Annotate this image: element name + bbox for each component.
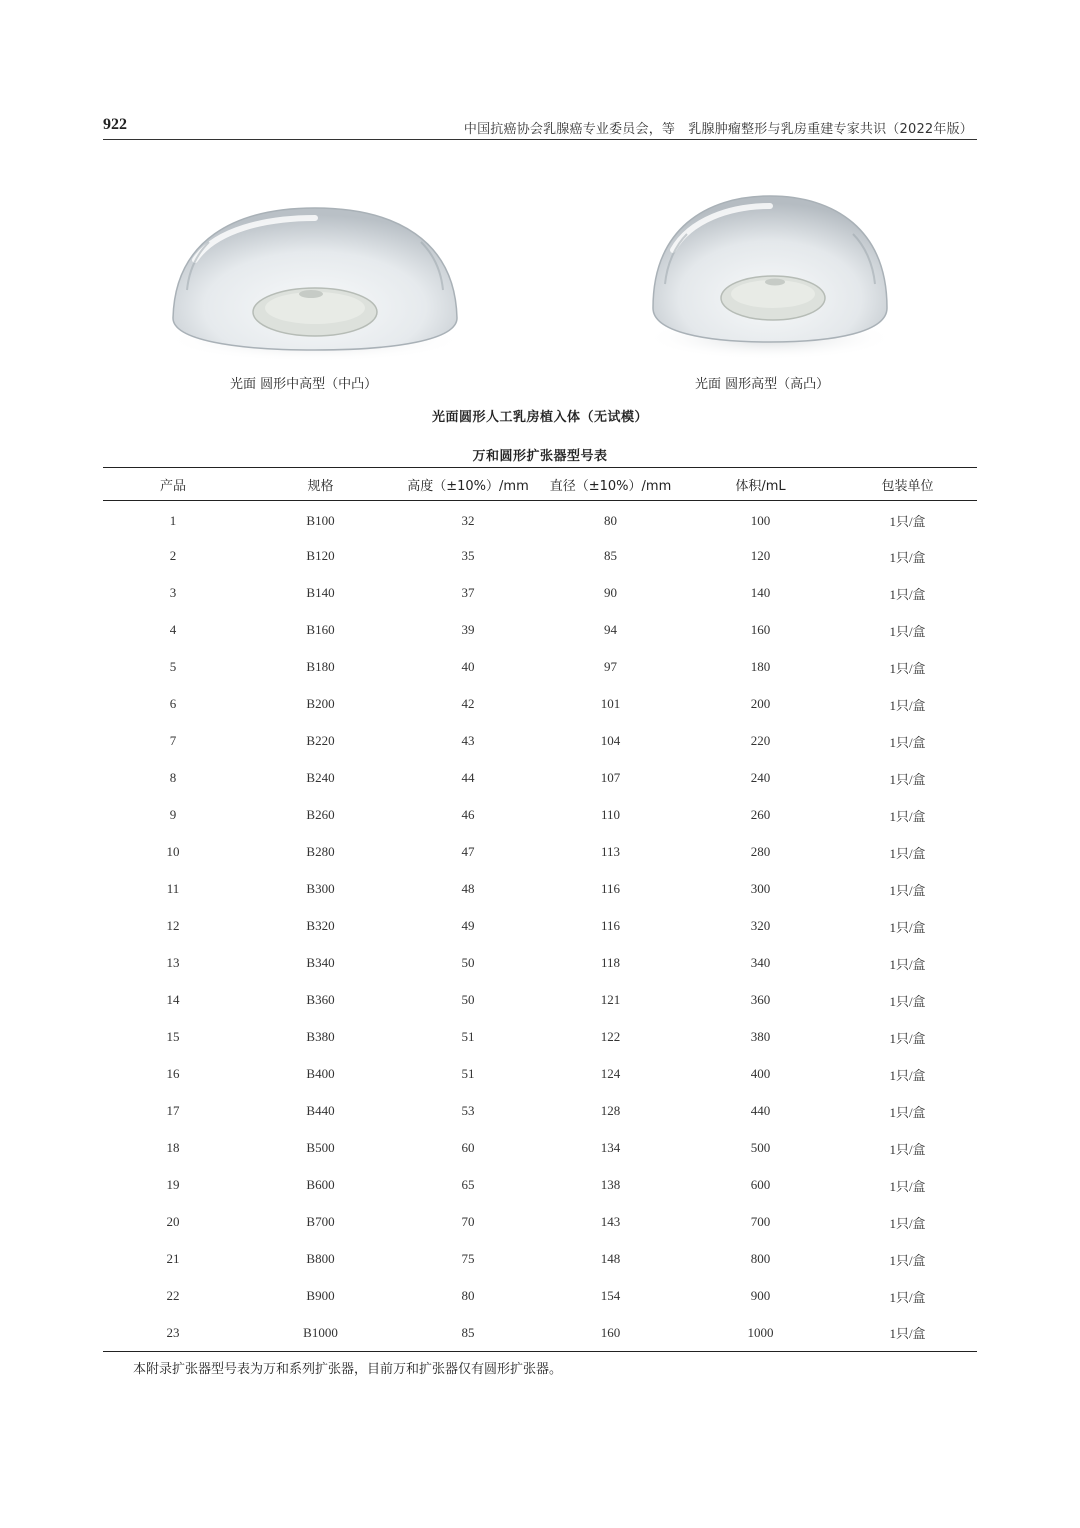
- table-row: [103, 649, 977, 686]
- cell-height: 50: [461, 955, 475, 970]
- cell-diameter: 121: [600, 992, 621, 1007]
- column-header-diameter: 直径（±10%）/mm: [549, 478, 672, 494]
- cell-diameter: 104: [600, 733, 621, 748]
- table-row: [103, 908, 977, 945]
- cell-diameter: 134: [600, 1140, 621, 1155]
- table-row: [103, 686, 977, 723]
- cell-height: 40: [461, 659, 475, 674]
- implant-image-medium-profile: [165, 190, 465, 370]
- cell-packaging: 1只/盒: [889, 1104, 926, 1120]
- cell-packaging: 1只/盒: [889, 882, 926, 898]
- cell-diameter: 143: [600, 1214, 621, 1229]
- cell-product: 5: [169, 659, 177, 674]
- cell-volume: 800: [750, 1251, 771, 1266]
- cell-product: 17: [166, 1103, 180, 1118]
- cell-spec: B600: [306, 1177, 335, 1192]
- table-row: [103, 575, 977, 612]
- cell-diameter: 113: [600, 844, 621, 859]
- cell-packaging: 1只/盒: [889, 993, 926, 1009]
- cell-spec: B260: [306, 807, 335, 822]
- cell-packaging: 1只/盒: [889, 808, 926, 824]
- cell-packaging: 1只/盒: [889, 1030, 926, 1046]
- cell-spec: B120: [306, 548, 335, 563]
- cell-volume: 280: [750, 844, 771, 859]
- table-row: [103, 760, 977, 797]
- table-row: [103, 1278, 977, 1315]
- figure-title: 光面圆形人工乳房植入体（无试模）: [431, 410, 648, 425]
- cell-diameter: 138: [600, 1177, 621, 1192]
- cell-packaging: 1只/盒: [889, 771, 926, 787]
- cell-height: 70: [461, 1214, 475, 1229]
- cell-product: 7: [169, 733, 177, 748]
- cell-height: 85: [461, 1324, 475, 1340]
- table-header-row: [103, 468, 977, 501]
- implant-image-high-profile: [645, 190, 895, 370]
- table-row: [103, 945, 977, 982]
- cell-product: 23: [166, 1324, 180, 1340]
- cell-spec: B340: [306, 955, 335, 970]
- cell-diameter: 94: [604, 622, 617, 637]
- cell-height: 44: [461, 770, 475, 785]
- cell-height: 60: [461, 1140, 475, 1155]
- cell-product: 6: [169, 696, 177, 711]
- cell-diameter: 116: [600, 881, 621, 896]
- cell-product: 11: [166, 881, 180, 896]
- cell-volume: 400: [750, 1066, 771, 1081]
- table-row: [103, 834, 977, 871]
- page-header: [103, 112, 977, 140]
- table-row: [103, 1093, 977, 1130]
- cell-height: 47: [461, 844, 475, 859]
- cell-spec: B140: [306, 585, 335, 600]
- cell-diameter: 160: [600, 1324, 621, 1340]
- cell-volume: 1000: [747, 1324, 774, 1340]
- cell-spec: B220: [306, 733, 335, 748]
- cell-packaging: 1只/盒: [889, 734, 926, 750]
- cell-spec: B380: [306, 1029, 335, 1044]
- cell-product: 10: [166, 844, 180, 859]
- cell-height: 48: [461, 881, 475, 896]
- cell-spec: B360: [306, 992, 335, 1007]
- cell-packaging: 1只/盒: [889, 1141, 926, 1157]
- cell-volume: 300: [750, 881, 771, 896]
- cell-packaging: 1只/盒: [889, 514, 926, 530]
- table-row: [103, 871, 977, 908]
- cell-product: 9: [169, 807, 177, 822]
- caption-medium-profile: 光面 圆形中高型（中凸）: [230, 377, 378, 392]
- table-row: [103, 1167, 977, 1204]
- cell-spec: B400: [306, 1066, 335, 1081]
- cell-spec: B500: [306, 1140, 335, 1155]
- cell-diameter: 107: [600, 770, 621, 785]
- caption-high-profile: 光面 圆形高型（高凸）: [695, 377, 830, 392]
- cell-packaging: 1只/盒: [889, 623, 926, 639]
- cell-height: 51: [461, 1066, 475, 1081]
- cell-spec: B1000: [303, 1324, 338, 1340]
- cell-height: 35: [461, 548, 475, 563]
- cell-volume: 240: [750, 770, 771, 785]
- cell-volume: 900: [750, 1288, 771, 1303]
- table-row: [103, 1056, 977, 1093]
- cell-volume: 440: [750, 1103, 771, 1118]
- cell-product: 1: [169, 512, 177, 528]
- cell-height: 65: [461, 1177, 475, 1192]
- column-header-product: 产品: [159, 478, 186, 494]
- table-row: [103, 612, 977, 649]
- cell-volume: 700: [750, 1214, 771, 1229]
- cell-spec: B300: [306, 881, 335, 896]
- cell-height: 50: [461, 992, 475, 1007]
- table-row: [103, 1241, 977, 1278]
- column-header-packaging: 包装单位: [881, 478, 934, 494]
- cell-volume: 600: [750, 1177, 771, 1192]
- column-header-spec: 规格: [307, 478, 334, 494]
- expander-spec-table: [103, 467, 977, 1352]
- cell-packaging: 1只/盒: [889, 586, 926, 602]
- table-row: [103, 982, 977, 1019]
- cell-product: 4: [169, 622, 177, 637]
- cell-packaging: 1只/盒: [889, 956, 926, 972]
- cell-volume: 380: [750, 1029, 771, 1044]
- cell-product: 16: [166, 1066, 180, 1081]
- cell-diameter: 154: [600, 1288, 621, 1303]
- cell-product: 22: [166, 1288, 180, 1303]
- cell-volume: 320: [750, 918, 771, 933]
- cell-height: 53: [461, 1103, 475, 1118]
- cell-diameter: 101: [600, 696, 621, 711]
- table-row: [103, 723, 977, 760]
- cell-volume: 360: [750, 992, 771, 1007]
- cell-product: 18: [166, 1140, 180, 1155]
- cell-product: 15: [166, 1029, 180, 1044]
- cell-diameter: 90: [604, 585, 617, 600]
- page-number: 922: [103, 116, 127, 133]
- cell-diameter: 97: [604, 659, 617, 674]
- cell-packaging: 1只/盒: [889, 1067, 926, 1083]
- cell-product: 8: [169, 770, 177, 785]
- table-row: [103, 797, 977, 834]
- cell-diameter: 116: [600, 918, 621, 933]
- cell-spec: B280: [306, 844, 335, 859]
- table-row: [103, 1315, 977, 1352]
- cell-packaging: 1只/盒: [889, 549, 926, 565]
- cell-height: 43: [461, 733, 475, 748]
- cell-spec: B700: [306, 1214, 335, 1229]
- cell-volume: 140: [750, 585, 771, 600]
- table-footnote: 本附录扩张器型号表为万和系列扩张器，目前万和扩张器仅有圆形扩张器。: [133, 1362, 563, 1377]
- cell-diameter: 128: [600, 1103, 621, 1118]
- cell-packaging: 1只/盒: [889, 1326, 926, 1342]
- cell-diameter: 122: [600, 1029, 621, 1044]
- cell-volume: 120: [750, 548, 771, 563]
- cell-product: 20: [166, 1214, 180, 1229]
- cell-product: 3: [169, 585, 177, 600]
- cell-diameter: 85: [604, 548, 617, 563]
- table-row: [103, 1019, 977, 1056]
- cell-volume: 200: [750, 696, 771, 711]
- cell-product: 14: [166, 992, 180, 1007]
- cell-product: 12: [166, 918, 180, 933]
- cell-spec: B200: [306, 696, 335, 711]
- cell-height: 51: [461, 1029, 475, 1044]
- cell-product: 21: [166, 1251, 180, 1266]
- cell-packaging: 1只/盒: [889, 1215, 926, 1231]
- cell-packaging: 1只/盒: [889, 660, 926, 676]
- cell-product: 19: [166, 1177, 180, 1192]
- cell-volume: 100: [750, 512, 771, 528]
- cell-height: 42: [461, 696, 475, 711]
- cell-height: 37: [461, 585, 475, 600]
- cell-height: 80: [461, 1288, 475, 1303]
- cell-spec: B100: [306, 512, 335, 528]
- cell-product: 13: [166, 955, 180, 970]
- cell-spec: B800: [306, 1251, 335, 1266]
- cell-diameter: 148: [600, 1251, 621, 1266]
- cell-diameter: 124: [600, 1066, 621, 1081]
- table-row: [103, 501, 977, 538]
- cell-volume: 260: [750, 807, 771, 822]
- cell-spec: B900: [306, 1288, 335, 1303]
- cell-spec: B440: [306, 1103, 335, 1118]
- cell-volume: 500: [750, 1140, 771, 1155]
- cell-volume: 180: [750, 659, 771, 674]
- cell-spec: B240: [306, 770, 335, 785]
- cell-spec: B180: [306, 659, 335, 674]
- cell-height: 75: [461, 1251, 475, 1266]
- cell-diameter: 118: [600, 955, 621, 970]
- cell-volume: 220: [750, 733, 771, 748]
- cell-height: 39: [461, 622, 475, 637]
- cell-packaging: 1只/盒: [889, 1252, 926, 1268]
- cell-spec: B160: [306, 622, 335, 637]
- running-head: 中国抗癌协会乳腺癌专业委员会，等 乳腺肿瘤整形与乳房重建专家共识（2022年版）: [463, 122, 973, 137]
- cell-packaging: 1只/盒: [889, 697, 926, 713]
- cell-volume: 340: [750, 955, 771, 970]
- cell-height: 49: [461, 918, 475, 933]
- cell-packaging: 1只/盒: [889, 1178, 926, 1194]
- table-row: [103, 1130, 977, 1167]
- column-header-volume: 体积/mL: [735, 478, 786, 494]
- cell-packaging: 1只/盒: [889, 845, 926, 861]
- table-row: [103, 538, 977, 575]
- cell-spec: B320: [306, 918, 335, 933]
- cell-height: 46: [461, 807, 475, 822]
- table-row: [103, 1204, 977, 1241]
- cell-diameter: 80: [604, 512, 617, 528]
- cell-packaging: 1只/盒: [889, 1289, 926, 1305]
- cell-height: 32: [461, 512, 475, 528]
- column-header-height: 高度（±10%）/mm: [407, 478, 529, 494]
- cell-packaging: 1只/盒: [889, 919, 926, 935]
- cell-product: 2: [169, 548, 177, 563]
- cell-volume: 160: [750, 622, 771, 637]
- cell-diameter: 110: [600, 807, 621, 822]
- table-title: 万和圆形扩张器型号表: [472, 449, 608, 464]
